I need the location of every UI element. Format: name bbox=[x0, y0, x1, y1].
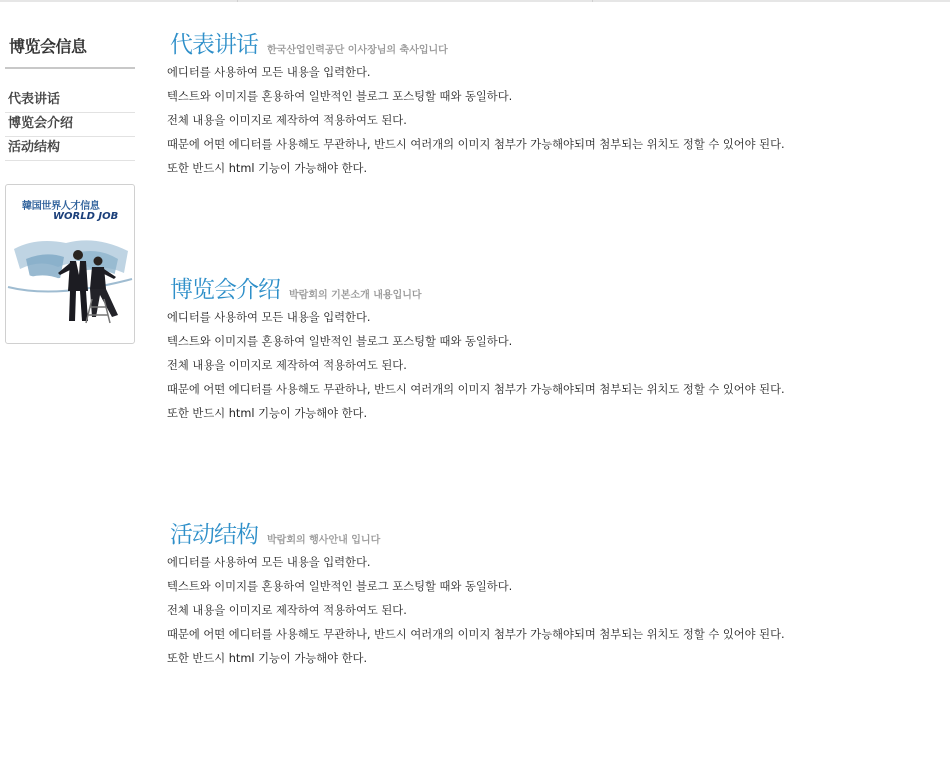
section-header bbox=[167, 26, 927, 56]
section-header bbox=[167, 516, 927, 546]
body-line: 또한 반드시 html 기능이 가능해야 한다. bbox=[167, 162, 368, 175]
world-job-logo: WORLD JOB bbox=[53, 211, 119, 222]
sidebar-item-event-structure[interactable]: 活动结构 bbox=[5, 137, 135, 161]
body-line: 에디터를 사용하여 모든 내용을 입력한다. bbox=[167, 311, 371, 324]
top-border bbox=[0, 0, 950, 2]
body-line: 때문에 어떤 에디터를 사용해도 무관하나, 반드시 여러개의 이미지 첨부가 가능해야되며 첨부되는 위치도 정할 수 있어야 된다. bbox=[167, 628, 785, 641]
section-body bbox=[167, 309, 927, 429]
body-line: 또한 반드시 html 기능이 가능해야 한다. bbox=[167, 407, 368, 420]
body-line: 텍스트와 이미지를 혼용하여 일반적인 블로그 포스팅할 때와 동일하다. bbox=[167, 580, 513, 593]
section-event-structure bbox=[167, 516, 927, 674]
section-body bbox=[167, 554, 927, 674]
body-line: 에디터를 사용하여 모든 내용을 입력한다. bbox=[167, 556, 371, 569]
top-border-divider bbox=[592, 0, 593, 2]
section-body bbox=[167, 64, 927, 184]
section-title: 活动结构 bbox=[170, 522, 258, 548]
sidebar-menu bbox=[5, 89, 135, 161]
top-border-divider bbox=[237, 0, 238, 2]
body-line: 텍스트와 이미지를 혼용하여 일반적인 블로그 포스팅할 때와 동일하다. bbox=[167, 335, 513, 348]
section-header bbox=[167, 271, 927, 301]
sidebar-title: 博览会信息 bbox=[5, 28, 135, 69]
section-title: 博览会介绍 bbox=[170, 277, 280, 303]
sidebar-item-expo-intro[interactable]: 博览会介绍 bbox=[5, 113, 135, 137]
body-line: 전체 내용을 이미지로 제작하여 적용하여도 된다. bbox=[167, 604, 407, 617]
banner-title: 韓国世界人才信息 bbox=[22, 201, 100, 212]
main-content bbox=[167, 26, 927, 674]
sidebar-item-speech[interactable]: 代表讲话 bbox=[5, 89, 135, 113]
world-job-banner[interactable] bbox=[5, 184, 135, 344]
body-line: 텍스트와 이미지를 혼용하여 일반적인 블로그 포스팅할 때와 동일하다. bbox=[167, 90, 513, 103]
section-subtitle: 박람회의 기본소개 내용입니다 bbox=[289, 290, 422, 301]
body-line: 전체 내용을 이미지로 제작하여 적용하여도 된다. bbox=[167, 114, 407, 127]
body-line: 때문에 어떤 에디터를 사용해도 무관하나, 반드시 여러개의 이미지 첨부가 가능해야되며 첨부되는 위치도 정할 수 있어야 된다. bbox=[167, 383, 785, 396]
section-expo-intro bbox=[167, 271, 927, 429]
body-line: 전체 내용을 이미지로 제작하여 적용하여도 된다. bbox=[167, 359, 407, 372]
section-subtitle: 박람회의 행사안내 입니다 bbox=[267, 535, 381, 546]
section-title: 代表讲话 bbox=[170, 32, 258, 58]
body-line: 때문에 어떤 에디터를 사용해도 무관하나, 반드시 여러개의 이미지 첨부가 가능해야되며 첨부되는 위치도 정할 수 있어야 된다. bbox=[167, 138, 785, 151]
section-subtitle: 한국산업인력공단 이사장님의 축사입니다 bbox=[267, 45, 448, 56]
body-line: 또한 반드시 html 기능이 가능해야 한다. bbox=[167, 652, 368, 665]
banner-illustration bbox=[6, 229, 134, 343]
sidebar bbox=[5, 28, 135, 344]
section-speech bbox=[167, 26, 927, 184]
body-line: 에디터를 사용하여 모든 내용을 입력한다. bbox=[167, 66, 371, 79]
